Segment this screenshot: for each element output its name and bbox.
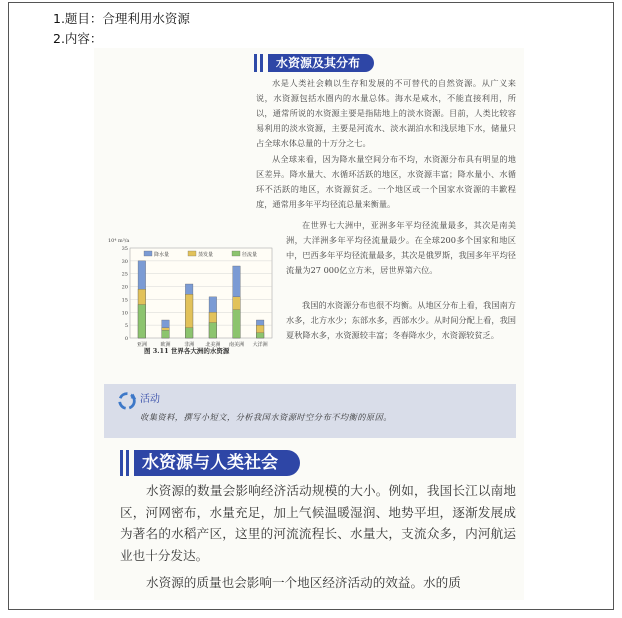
paragraph: 水是人类社会赖以生存和发展的不可替代的自然资源。从广义来说，水资源包括水圈内的水量总体。海水是咸水，不能直接利用，所以，通常所说的水资源主要是指陆地上的淡水资源。目前，人类比较容易利用的淡水资源，主要是河流水、淡水湖泊水和浅层地下水，储量只占全球水体总量的十万分之七。 <box>256 78 516 148</box>
x-tick-label: 南美洲 <box>228 342 245 348</box>
y-tick-label: 25 <box>121 271 128 278</box>
bar <box>233 310 241 338</box>
section-banner-water-society <box>120 450 300 476</box>
y-tick-label: 35 <box>121 246 128 252</box>
section-title: 水资源及其分布 <box>268 54 374 72</box>
bar <box>138 305 146 338</box>
plot-area <box>130 248 272 338</box>
y-tick-label: 15 <box>121 297 128 304</box>
legend-swatch <box>232 251 240 256</box>
bar <box>162 330 170 338</box>
activity-box <box>104 384 516 438</box>
y-tick-label: 30 <box>121 258 128 265</box>
x-tick-label: 大洋洲 <box>252 342 268 348</box>
topic-line: 1.题目：合理利用水资源 <box>53 11 190 26</box>
paragraph: 水资源的数量会影响经济活动规模的大小。例如，我国长江以南地区，河网密布，水量充足，加上气候温暖湿润、地势平坦，逐渐发展成为著名的水稻产区，这里的河流流程长、水量大，支流众多，内河航运业也十分发达。 <box>120 483 516 563</box>
paragraph: 我国的水资源分布也很不均衡。从地区分布上看，我国南方水多，北方水少；东部水多，西部水少。从时间分配上看，我国夏秋降水多，水资源较丰富；冬春降水少，水资源较贫乏。 <box>286 300 516 340</box>
bar <box>256 333 264 338</box>
legend-label: 蒸发量 <box>198 252 214 258</box>
x-tick-label: 欧洲 <box>160 342 171 348</box>
cycle-arrows-icon <box>116 390 138 412</box>
bar <box>209 323 217 338</box>
banner-bars-icon <box>120 450 129 476</box>
y-tick-label: 10 <box>121 310 128 317</box>
x-tick-label: 北美洲 <box>205 342 221 348</box>
chart-caption: 图 3.11 世界各大洲的水资源 <box>144 347 230 355</box>
banner-bars-icon <box>254 54 263 72</box>
y-axis-label: 10⁴ m³/a <box>108 238 130 244</box>
activity-title: 活动 <box>140 394 160 405</box>
y-tick-label: 5 <box>124 323 128 330</box>
paragraph: 在世界七大洲中，亚洲多年平均径流量最多，其次是南美洲，大洋洲多年平均径流量最少。在全球200多个国家和地区中，巴西多年平均径流量最多，其次是俄罗斯，我国多年平均径流量为27 000亿立方米，居世界第六位。 <box>286 220 516 275</box>
x-tick-label: 非洲 <box>184 342 195 348</box>
y-tick-label: 0 <box>124 336 128 342</box>
content-line: 2.内容： <box>53 31 103 46</box>
bar <box>185 328 193 338</box>
continent-water-chart <box>106 234 276 364</box>
section-banner-water-resources <box>254 54 374 72</box>
legend-label: 径流量 <box>242 252 258 258</box>
textbook-page-image <box>94 48 524 600</box>
legend-swatch <box>188 251 196 256</box>
legend-label: 降水量 <box>154 252 170 258</box>
paragraph: 水资源的质量也会影响一个地区经济活动的效益。水的质 <box>146 575 461 590</box>
section-title: 水资源与人类社会 <box>134 450 300 476</box>
legend-swatch <box>144 251 152 256</box>
activity-text: 收集资料，撰写小短文，分析我国水资源时空分布不均衡的原因。 <box>140 412 392 422</box>
paragraph: 从全球来看，因为降水量空间分布不均，水资源分布具有明显的地区差异。降水量大、水循环活跃的地区，水资源丰富；降水量小、水循环不活跃的地区，水资源贫乏。一个地区或一个国家水资源的丰歉程度，通常用多年平均径流总量来衡量。 <box>256 154 516 209</box>
y-tick-label: 20 <box>121 284 128 291</box>
x-tick-label: 亚洲 <box>136 342 147 348</box>
